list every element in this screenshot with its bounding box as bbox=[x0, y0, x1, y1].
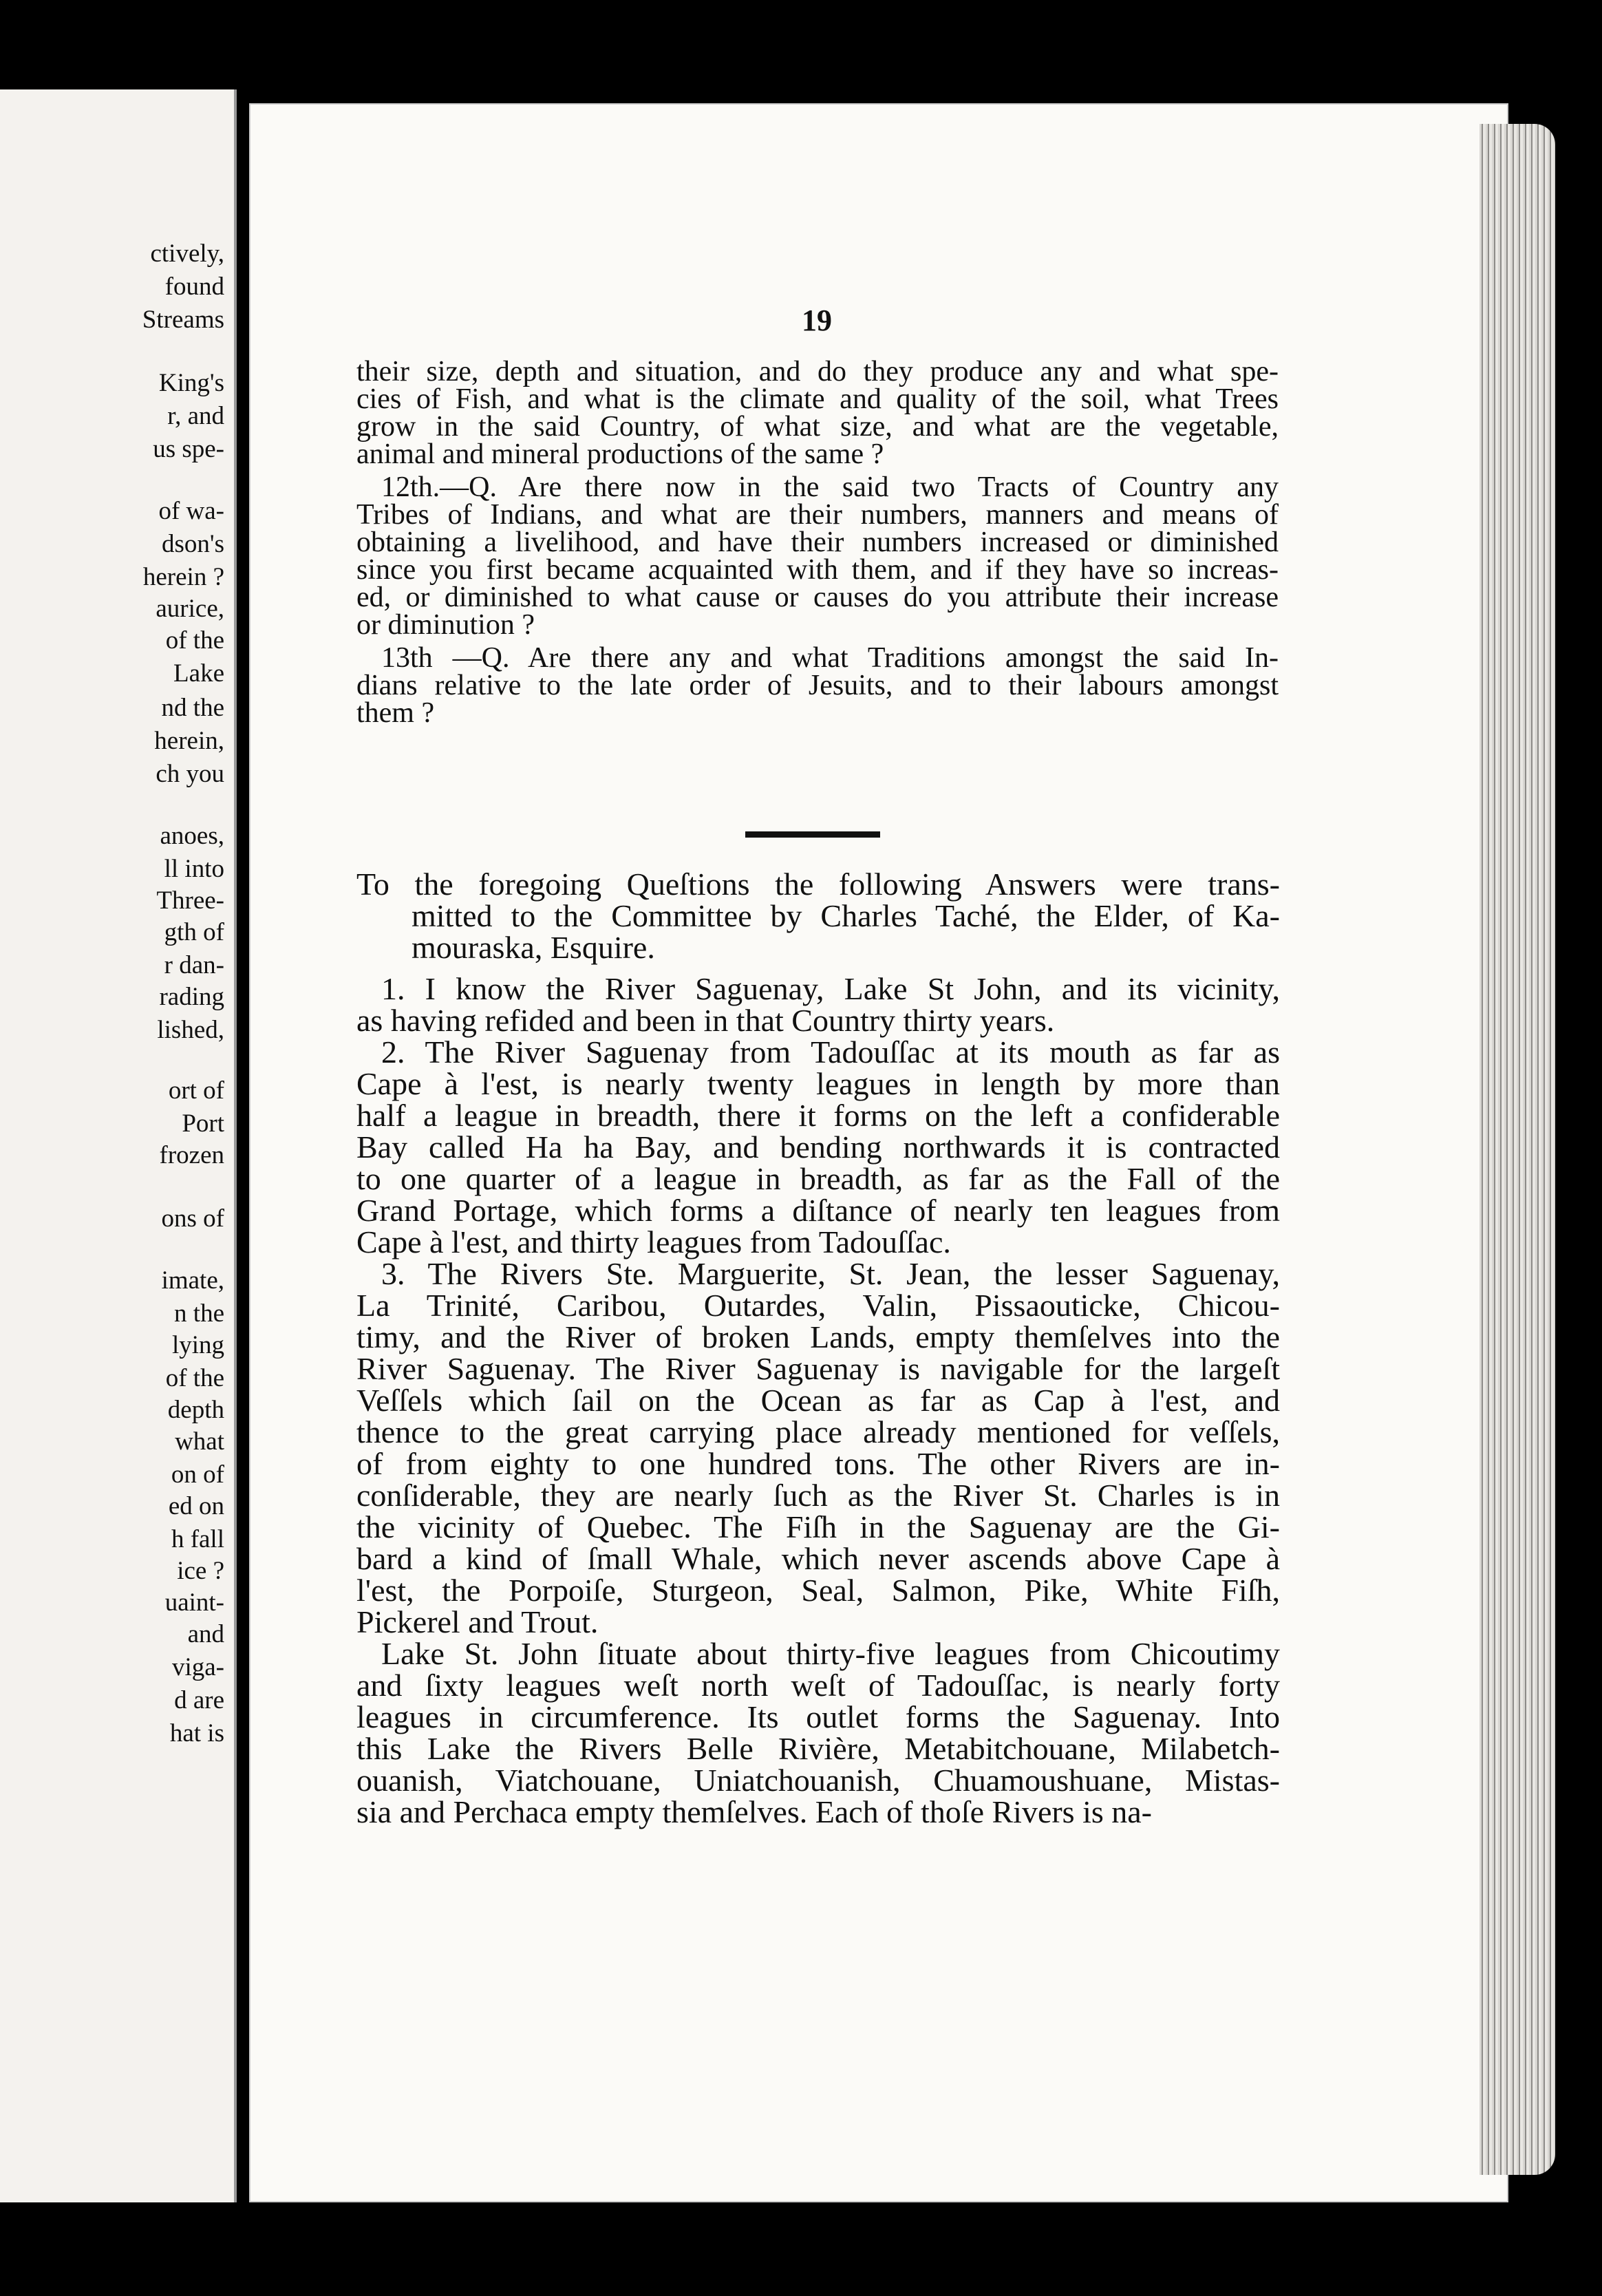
left-page-line: Port bbox=[182, 1109, 224, 1138]
left-page-line: what bbox=[175, 1427, 224, 1456]
left-page-line: d are bbox=[174, 1686, 224, 1714]
page-edges bbox=[1480, 124, 1555, 2175]
left-page-line: Three- bbox=[156, 886, 224, 915]
answer-line: 2. The River Saguenay from Tadouſſac at its mouth as far as bbox=[381, 1034, 1280, 1070]
section-divider bbox=[745, 831, 880, 838]
left-page-line: viga- bbox=[171, 1653, 224, 1681]
left-page-line: imate, bbox=[161, 1266, 224, 1295]
left-page-line: ll into bbox=[164, 855, 224, 883]
answer-line: Pickerel and Trout. bbox=[356, 1604, 599, 1639]
left-page-line: found bbox=[164, 273, 224, 301]
answer-line: River Saguenay. The River Saguenay is navigable for the largeſt bbox=[356, 1351, 1280, 1386]
question-line: since you first became acquainted with them, and if they have so increas- bbox=[356, 554, 1279, 586]
left-page-line: lished, bbox=[157, 1016, 224, 1044]
answer-line: Lake St. John ſituate about thirty-five leagues from Chicoutimy bbox=[381, 1636, 1280, 1671]
left-page-line: ed on bbox=[168, 1492, 224, 1520]
left-page-line: r, and bbox=[167, 402, 224, 430]
answer-line: thence to the great carrying place already mentioned for veſſels, bbox=[356, 1414, 1280, 1449]
question-line: ed, or diminished to what cause or causes do you attribute their increase bbox=[356, 582, 1279, 613]
left-page-line: n the bbox=[174, 1299, 224, 1328]
answer-line: timy, and the River of broken Lands, empty themſelves into the bbox=[356, 1319, 1280, 1354]
left-page-line: ice ? bbox=[177, 1557, 224, 1585]
left-page-line: and bbox=[187, 1620, 224, 1648]
left-page-line: Lake bbox=[173, 659, 224, 688]
left-page-line: hat is bbox=[169, 1719, 224, 1747]
left-page-line: depth bbox=[167, 1396, 224, 1424]
left-facing-page bbox=[0, 89, 237, 2202]
question-line: Tribes of Indians, and what are their numbers, manners and means of bbox=[356, 499, 1279, 531]
left-page-line: ctively, bbox=[150, 240, 224, 268]
answer-line: To the foregoing Queſtions the following Answers were trans- bbox=[356, 867, 1280, 902]
answer-line: 1. I know the River Saguenay, Lake St John, and its vicinity, bbox=[381, 971, 1280, 1006]
answer-line: La Trinité, Caribou, Outardes, Valin, Pissaouticke, Chicou- bbox=[356, 1288, 1280, 1323]
left-page-line: us spe- bbox=[153, 435, 224, 463]
question-line: animal and mineral productions of the same ? bbox=[356, 438, 884, 470]
left-page-line: r dan- bbox=[164, 951, 224, 979]
answer-line: bard a kind of ſmall Whale, which never ascends above Cape à bbox=[356, 1541, 1280, 1576]
answer-line: 3. The Rivers Ste. Marguerite, St. Jean, the lesser Saguenay, bbox=[381, 1256, 1280, 1291]
left-page-line: herein ? bbox=[142, 563, 224, 591]
left-page-line: of wa- bbox=[158, 497, 224, 525]
answer-line: Grand Portage, which forms a diſtance of nearly ten leagues from bbox=[356, 1193, 1280, 1228]
left-page-line: uaint- bbox=[164, 1588, 224, 1617]
left-page-line: on of bbox=[171, 1460, 224, 1489]
left-page-line: ons of bbox=[161, 1204, 224, 1233]
question-line: 13th —Q. Are there any and what Traditions amongst the said In- bbox=[381, 642, 1279, 674]
left-page-line: herein, bbox=[154, 727, 224, 755]
answer-line: ouanish, Viatchouane, Uniatchouanish, Chuamoushuane, Mistas- bbox=[356, 1763, 1280, 1798]
question-line: dians relative to the late order of Jesuits, and to their labours amongst bbox=[356, 670, 1279, 701]
left-page-line: dson's bbox=[162, 530, 224, 558]
left-page-line: anoes, bbox=[160, 822, 224, 850]
question-line: 12th.—Q. Are there now in the said two Tracts of Country any bbox=[381, 471, 1279, 503]
answer-line: leagues in circumference. Its outlet forms the Saguenay. Into bbox=[356, 1699, 1280, 1734]
question-line: or diminution ? bbox=[356, 609, 535, 641]
question-line: them ? bbox=[356, 697, 435, 729]
left-page-line: h fall bbox=[171, 1525, 224, 1553]
answer-line: mitted to the Committee by Charles Taché, the Elder, of Ka- bbox=[412, 898, 1280, 933]
question-line: grow in the said Country, of what size, and what are the vegetable, bbox=[356, 411, 1279, 443]
left-page-line: gth of bbox=[164, 918, 224, 946]
left-page-line: aurice, bbox=[156, 595, 224, 623]
left-page-line: King's bbox=[158, 369, 224, 397]
left-page-line: lying bbox=[171, 1331, 224, 1359]
answer-line: l'est, the Porpoiſe, Sturgeon, Seal, Salmon, Pike, White Fiſh, bbox=[356, 1573, 1280, 1608]
left-page-line: frozen bbox=[159, 1141, 224, 1169]
answer-line: Veſſels which ſail on the Ocean as far as Cap à l'est, and bbox=[356, 1383, 1280, 1418]
answer-line: half a league in breadth, there it forms on the left a confiderable bbox=[356, 1098, 1280, 1133]
answer-line: Cape à l'est, is nearly twenty leagues in length by more than bbox=[356, 1066, 1280, 1101]
answer-line: sia and Perchaca empty themſelves. Each of thoſe Rivers is na- bbox=[356, 1794, 1152, 1829]
answer-line: Bay called Ha ha Bay, and bending northwards it is contracted bbox=[356, 1129, 1280, 1165]
left-page-line: ch you bbox=[156, 760, 224, 788]
left-page-line: of the bbox=[165, 626, 224, 655]
answer-line: Cape à l'est, and thirty leagues from Tadouſſac. bbox=[356, 1224, 951, 1259]
question-line: their size, depth and situation, and do they produce any and what spe- bbox=[356, 356, 1279, 387]
answer-line: of from eighty to one hundred tons. The other Rivers are in- bbox=[356, 1446, 1280, 1481]
answer-line: mouraska, Esquire. bbox=[412, 930, 655, 965]
questions-text bbox=[356, 358, 1279, 732]
left-page-line: nd the bbox=[161, 694, 224, 722]
answer-line: the vicinity of Quebec. The Fiſh in the Saguenay are the Gi- bbox=[356, 1509, 1280, 1544]
answer-line: conſiderable, they are nearly ſuch as the River St. Charles is in bbox=[356, 1478, 1280, 1513]
answer-line: to one quarter of a league in breadth, as far as the Fall of the bbox=[356, 1161, 1280, 1196]
question-line: cies of Fish, and what is the climate and quality of the soil, what Trees bbox=[356, 383, 1279, 415]
left-page-line: of the bbox=[165, 1364, 224, 1392]
page-number: 19 bbox=[802, 304, 832, 337]
answers-text bbox=[356, 869, 1280, 1828]
left-page-line: ort of bbox=[168, 1076, 224, 1105]
answer-line: and ſixty leagues weſt north weſt of Tadouſſac, is nearly forty bbox=[356, 1668, 1280, 1703]
left-page-line: rading bbox=[159, 983, 224, 1011]
question-line: obtaining a livelihood, and have their numbers increased or diminished bbox=[356, 527, 1279, 558]
answer-line: this Lake the Rivers Belle Rivière, Metabitchouane, Milabetch- bbox=[356, 1731, 1280, 1766]
answer-line: as having refided and been in that Country thirty years. bbox=[356, 1003, 1055, 1038]
left-page-line: Streams bbox=[142, 306, 224, 334]
